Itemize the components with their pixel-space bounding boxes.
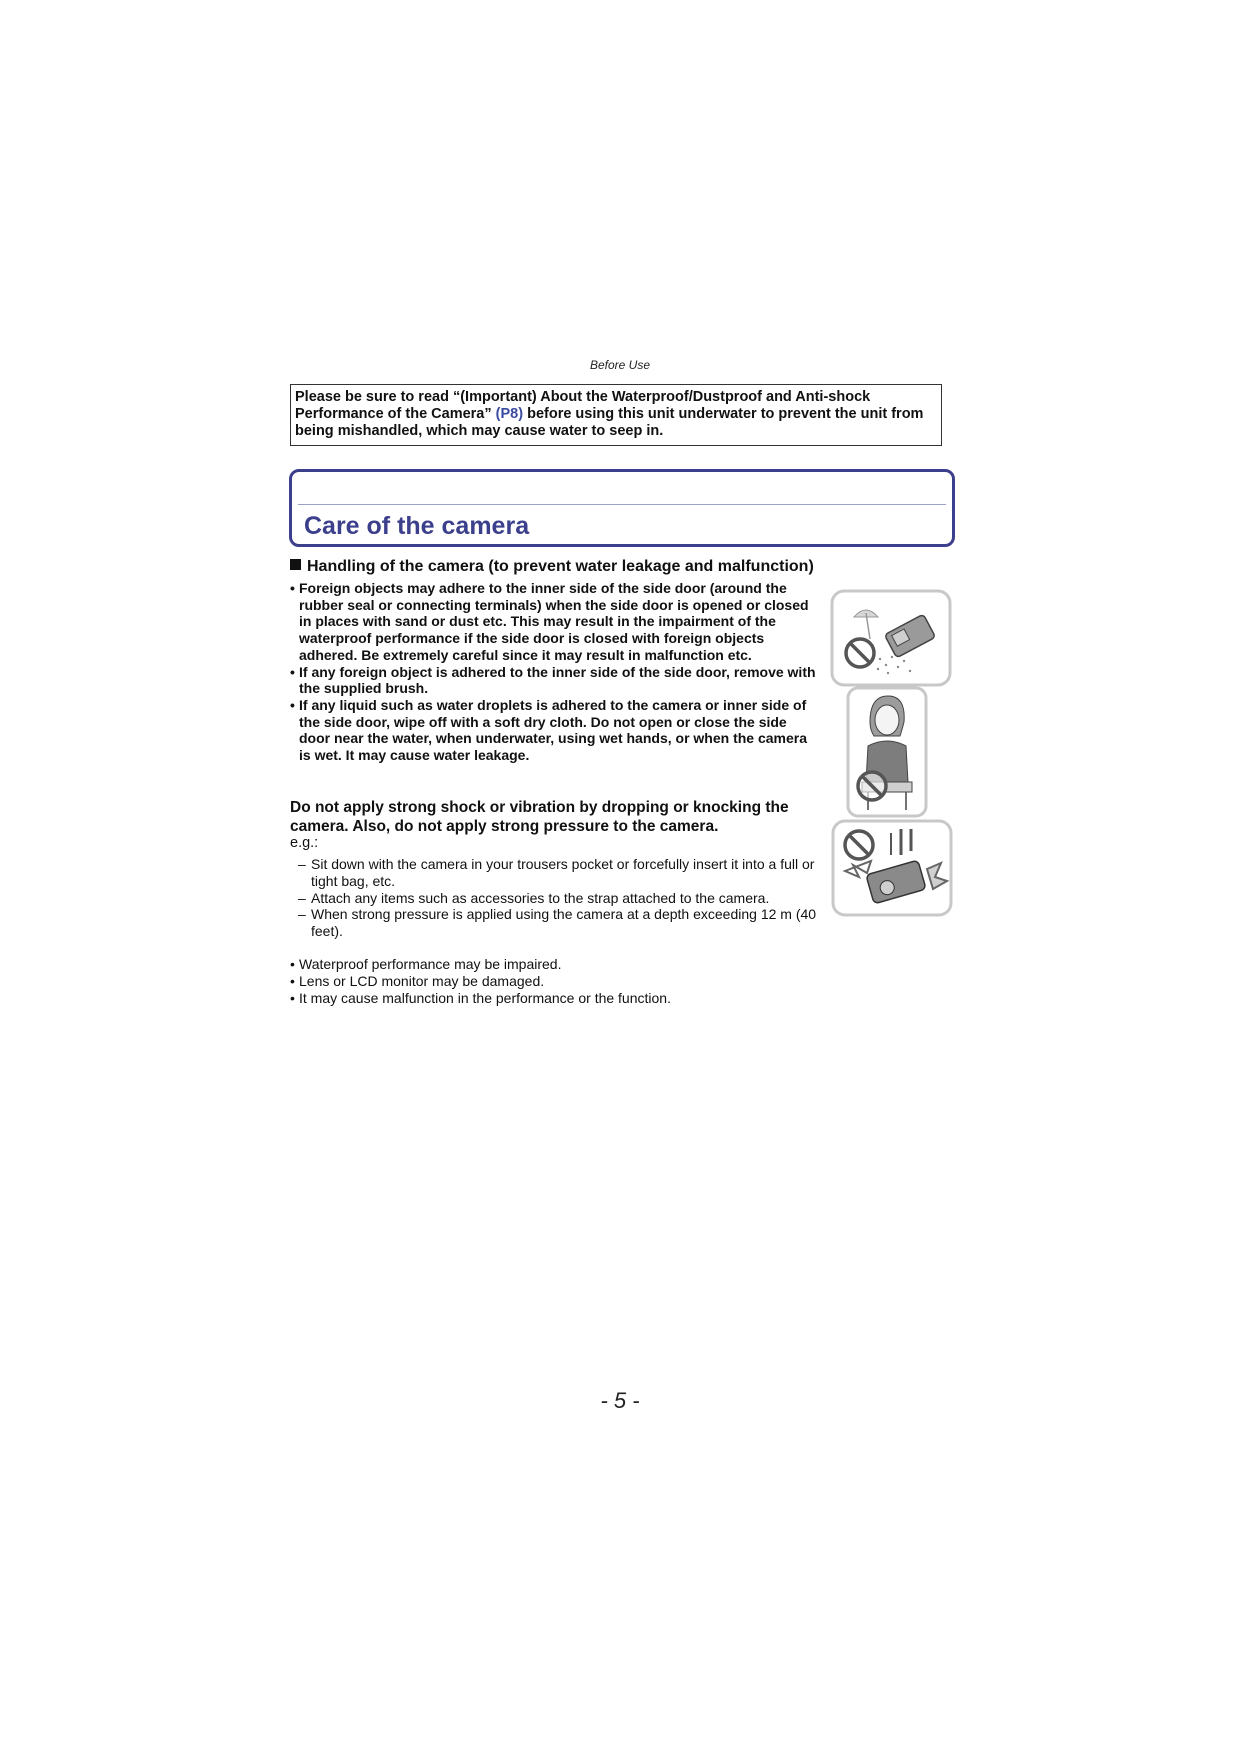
pocket-sitting-illustration	[846, 686, 928, 818]
list-item	[290, 973, 820, 990]
bullet-icon: •	[290, 663, 295, 680]
list-item	[290, 697, 820, 764]
waterproof-notice-box	[290, 384, 942, 446]
dash-icon: –	[298, 889, 306, 906]
list-item-text: Lens or LCD monitor may be damaged.	[299, 972, 545, 989]
shock-warning: Do not apply strong shock or vibration by dropping or knocking the camera. Also, do not apply strong pressure to the camera.	[290, 799, 789, 835]
list-item	[290, 956, 820, 973]
page-number: - 5 -	[600, 1388, 640, 1413]
bullet-icon: •	[290, 696, 295, 713]
dash-icon: –	[298, 906, 306, 923]
bullet-icon: •	[290, 580, 295, 596]
bullet-icon: •	[290, 972, 295, 989]
list-item	[290, 580, 820, 664]
list-item-text: Attach any items such as accessories to the strap attached to the camera.	[311, 889, 770, 906]
list-item-text: When strong pressure is applied using the camera at a depth exceeding 12 m (40 feet).	[311, 906, 817, 940]
bullet-icon: •	[290, 989, 295, 1006]
dash-icon: –	[298, 856, 306, 872]
list-item-text: Waterproof performance may be impaired.	[299, 956, 562, 972]
title-divider	[298, 504, 946, 505]
list-item	[298, 856, 818, 890]
handling-bullet-list	[290, 580, 820, 764]
title-banner	[289, 469, 955, 547]
list-item	[298, 890, 818, 907]
notice-text-start: Please be sure to read “(Important) About the Waterproof/Dustproof and Anti-shock Performance of the Camera”	[295, 389, 871, 422]
list-item-text: Sit down with the camera in your trousers pocket or forcefully insert it into a full or tight bag, etc.	[311, 856, 815, 889]
example-label: e.g.:	[290, 835, 319, 851]
notice-text-end: before using this unit underwater to prevent the unit from being mishandled, which may cause water to seep in.	[295, 406, 924, 439]
bullet-icon: •	[290, 956, 295, 972]
list-item-text: If any liquid such as water droplets is adhered to the camera or inner side of the side door, wipe off with a soft dry cloth. Do not open or close the side door near the water, when underwater, using wet hands, or when the camera is wet. It may cause water leakage.	[299, 696, 808, 764]
section-label: Before Use	[589, 358, 651, 372]
section-heading-text: Handling of the camera (to prevent water leakage and malfunction)	[307, 558, 814, 575]
section-heading	[290, 558, 814, 576]
list-item-text: If any foreign object is adhered to the inner side of the side door, remove with the supplied brush.	[299, 663, 816, 697]
dropping-impact-illustration	[831, 819, 953, 917]
list-item-text: It may cause malfunction in the performance or the function.	[299, 989, 671, 1006]
page-link-p8[interactable]: (P8)	[495, 406, 524, 422]
list-item	[298, 906, 818, 940]
list-item	[290, 990, 820, 1007]
page-title: Care of the camera	[304, 512, 530, 540]
square-bullet-icon	[290, 559, 301, 570]
sand-beach-camera-illustration	[830, 589, 952, 687]
list-item-text: Foreign objects may adhere to the inner side of the side door (around the rubber seal or connecting terminals) when the side door is opened or closed in places with sand or dust etc. This may result in the impairment of the waterproof performance if the side door is closed with foreign objects adhered. Be extremely careful since it may result in malfunction etc.	[299, 580, 809, 663]
example-list	[298, 856, 818, 940]
consequence-list	[290, 956, 820, 1006]
list-item	[290, 664, 820, 697]
